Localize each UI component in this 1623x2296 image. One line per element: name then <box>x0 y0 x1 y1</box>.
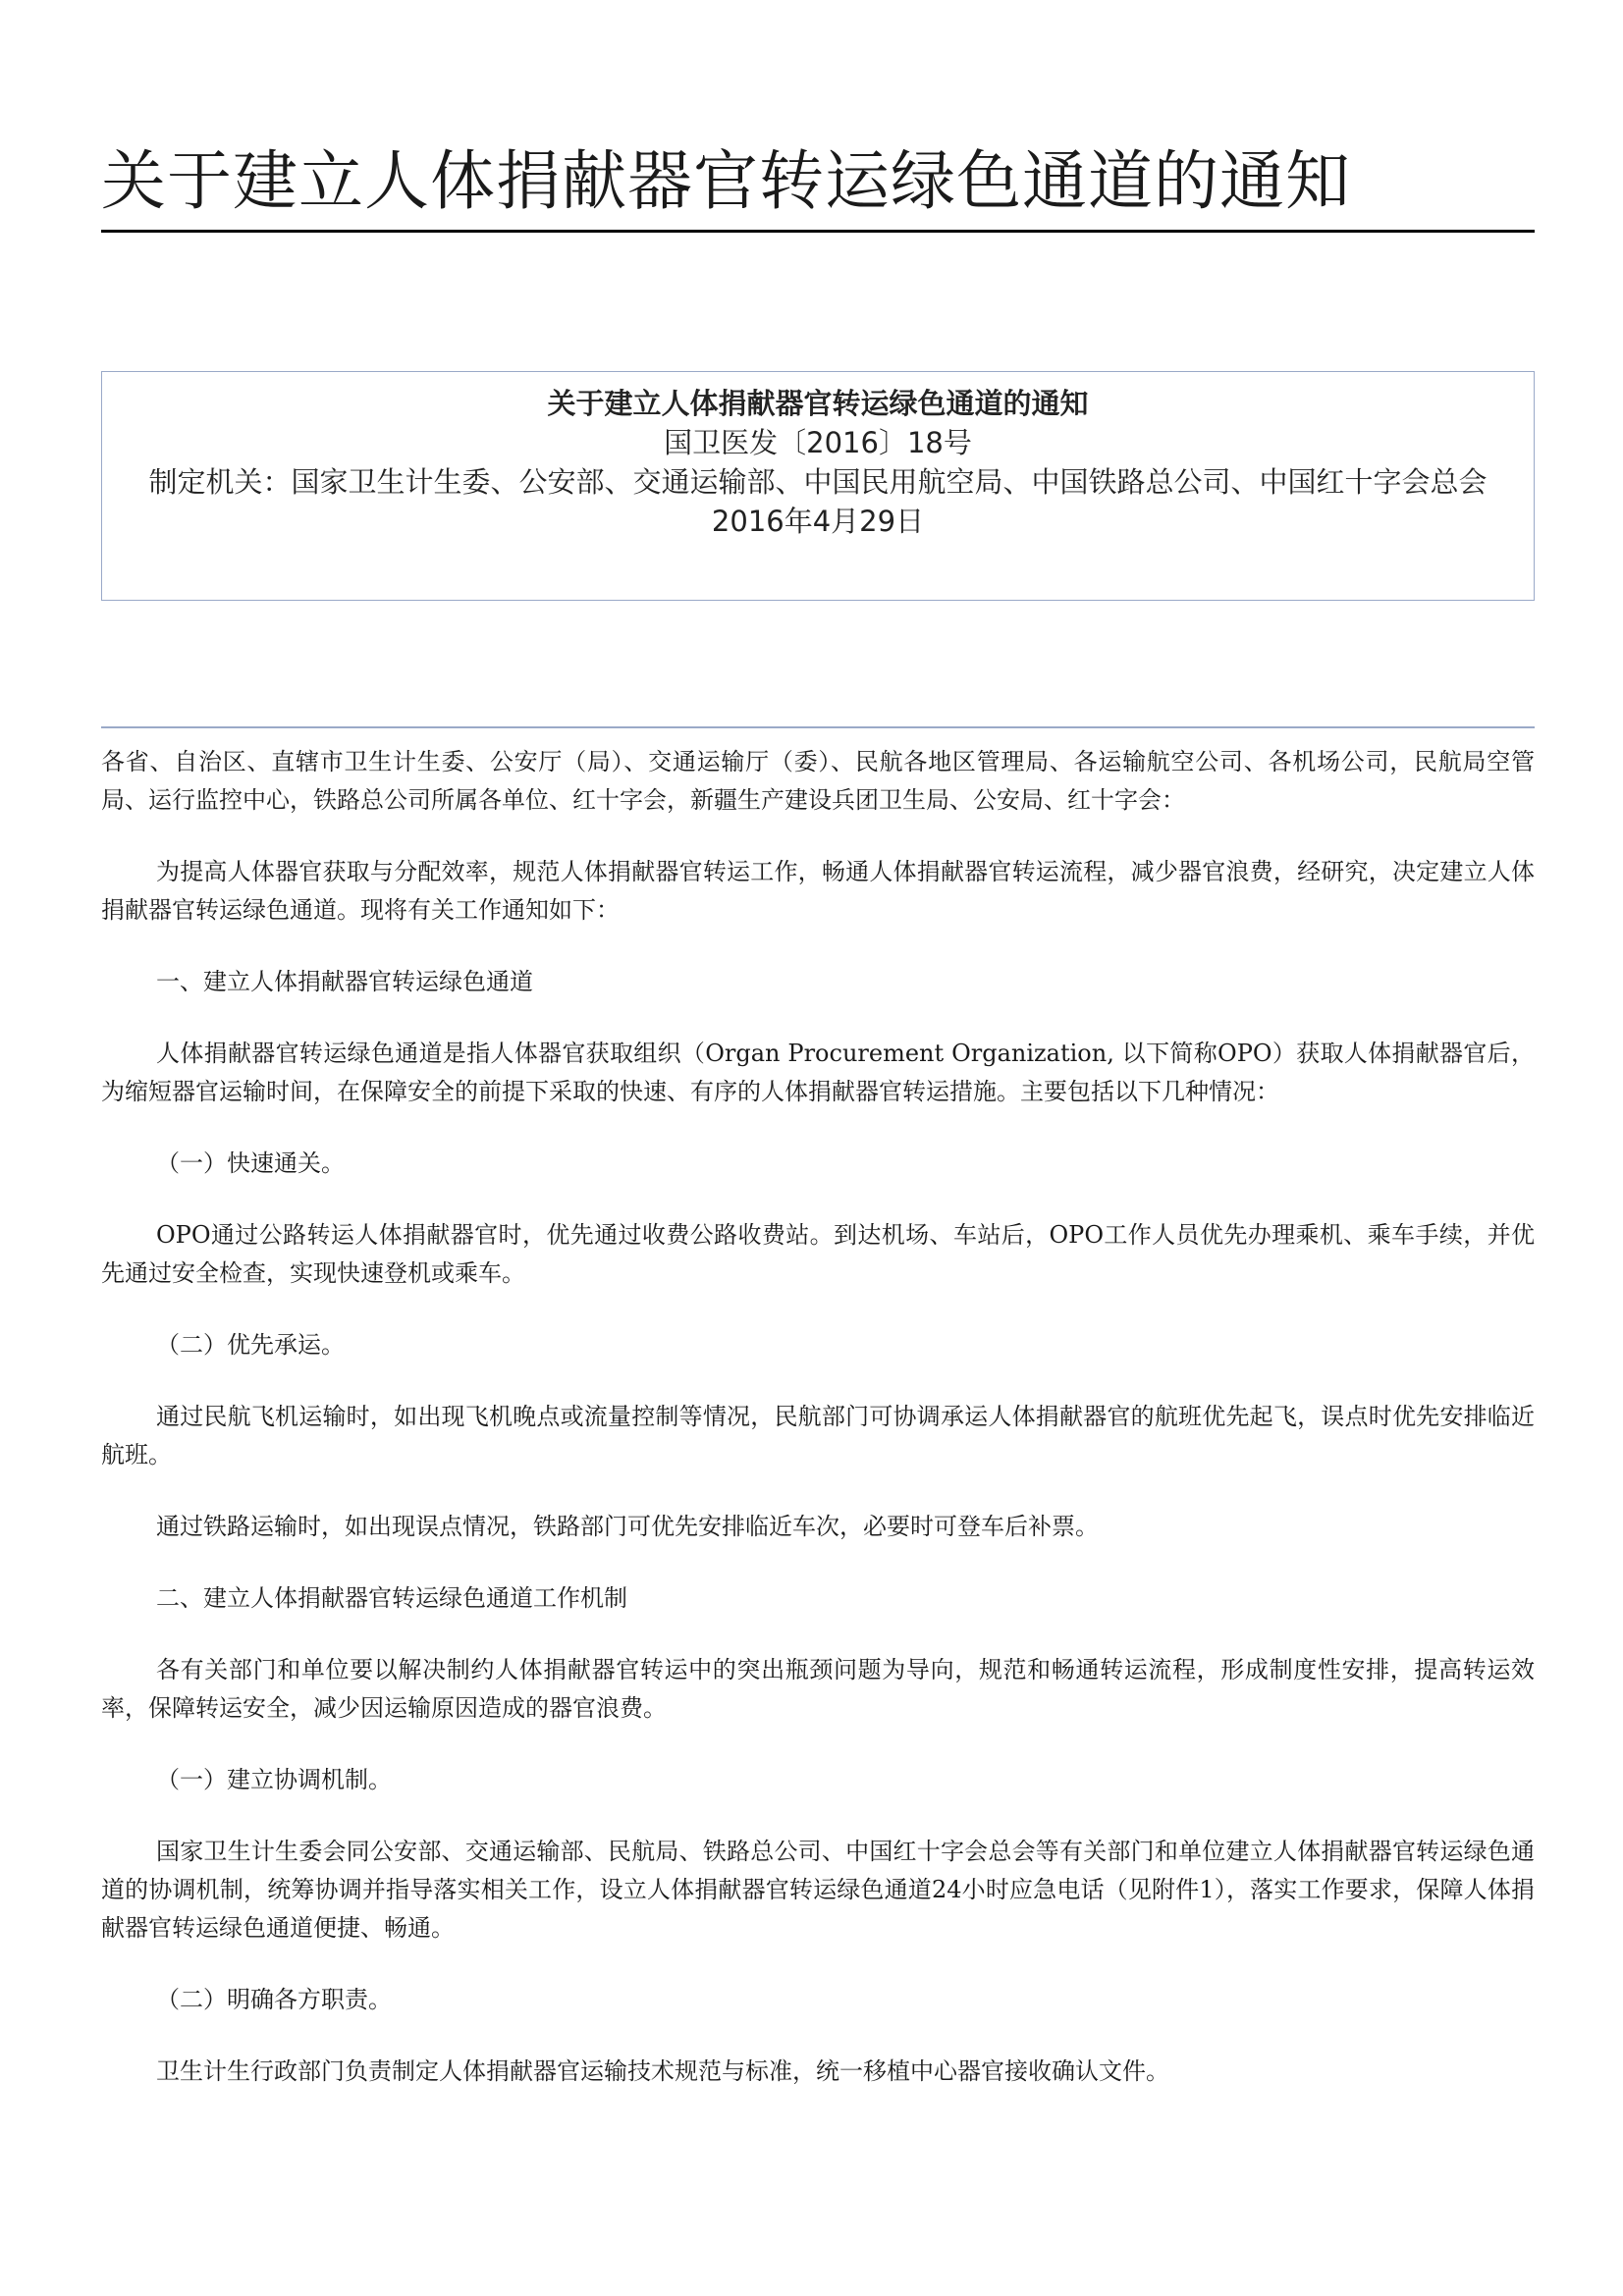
issue-date: 2016年4月29日 <box>711 505 925 538</box>
subsection-heading: （二）明确各方职责。 <box>156 1986 392 2013</box>
body-paragraph: 通过铁路运输时，如出现误点情况，铁路部门可优先安排临近车次，必要时可登车后补票。 <box>156 1513 1099 1540</box>
body-paragraph: 通过民航飞机运输时，如出现飞机晚点或流量控制等情况，民航部门可协调承运人体捐献器官的航班优先起飞，误点时优先安排临近航班。 <box>101 1403 1535 1468</box>
subsection-heading: （一）快速通关。 <box>156 1149 345 1177</box>
document-info-box <box>101 371 1535 601</box>
body-paragraph: 国家卫生计生委会同公安部、交通运输部、民航局、铁路总公司、中国红十字会总会等有关部门和单位建立人体捐献器官转运绿色通道的协调机制，统筹协调并指导落实相关工作，设立人体捐献器官转运绿色通道24小时应急电话（见附件1），落实工作要求，保障人体捐献器官转运绿色通道便捷、畅通。 <box>101 1838 1535 1942</box>
addressee-paragraph: 各省、自治区、直辖市卫生计生委、公安厅（局）、交通运输厅（委）、民航各地区管理局、各运输航空公司、各机场公司，民航局空管局、运行监控中心，铁路总公司所属各单位、红十字会，新疆生产建设兵团卫生局、公安局、红十字会： <box>101 748 1535 814</box>
body-paragraph: OPO通过公路转运人体捐献器官时，优先通过收费公路收费站。到达机场、车站后，OPO工作人员优先办理乘机、乘车手续，并优先通过安全检查，实现快速登机或乘车。 <box>101 1221 1535 1287</box>
body-paragraph: 为提高人体器官获取与分配效率，规范人体捐献器官转运工作，畅通人体捐献器官转运流程，减少器官浪费，经研究，决定建立人体捐献器官转运绿色通道。现将有关工作通知如下： <box>101 858 1535 924</box>
subsection-heading: （二）优先承运。 <box>156 1331 345 1359</box>
page-title: 关于建立人体捐献器官转运绿色通道的通知 <box>101 143 1351 219</box>
body-paragraph: 人体捐献器官转运绿色通道是指人体器官获取组织（Organ Procurement Organization, 以下简称OPO）获取人体捐献器官后，为缩短器官运输时间，在保障安全的前提下采取的快速、有序的人体捐献器官转运措施。主要包括以下几种情况： <box>101 1040 1535 1105</box>
body-divider <box>101 726 1535 728</box>
body-paragraph: 各有关部门和单位要以解决制约人体捐献器官转运中的突出瓶颈问题为导向，规范和畅通转运流程，形成制度性安排，提高转运效率，保障转运安全，减少因运输原因造成的器官浪费。 <box>101 1656 1535 1722</box>
issuing-agencies: 制定机关：国家卫生计生委、公安部、交通运输部、中国民用航空局、中国铁路总公司、中国红十字会总会 <box>148 465 1488 499</box>
document-number: 国卫医发〔2016〕18号 <box>664 426 972 459</box>
body-paragraph: 卫生计生行政部门负责制定人体捐献器官运输技术规范与标准，统一移植中心器官接收确认文件。 <box>156 2057 1169 2085</box>
info-box-title: 关于建立人体捐献器官转运绿色通道的通知 <box>547 387 1089 420</box>
title-divider <box>101 230 1535 233</box>
subsection-heading: （一）建立协调机制。 <box>156 1766 392 1793</box>
section-heading: 二、建立人体捐献器官转运绿色通道工作机制 <box>156 1584 627 1612</box>
document-body <box>101 743 1535 2124</box>
section-heading: 一、建立人体捐献器官转运绿色通道 <box>156 968 533 995</box>
